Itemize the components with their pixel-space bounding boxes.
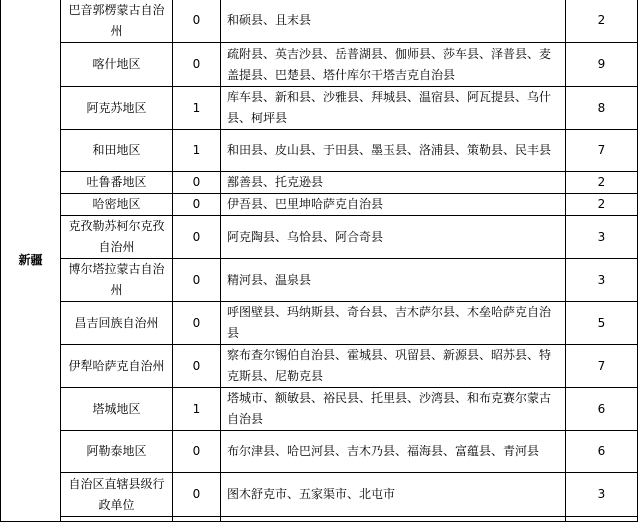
count-cell: 0: [173, 216, 221, 259]
counties-cell: 图木舒克市、五家渠市、北屯市: [221, 473, 566, 517]
counties-cell: 库车县、新和县、沙雅县、拜城县、温宿县、阿瓦提县、乌什县、柯坪县: [221, 87, 566, 130]
region-cell: 喀什地区: [61, 43, 173, 87]
table-row: [1, 43, 638, 87]
counties-cell: 和硕县、且末县: [221, 0, 566, 43]
counties-cell: 布尔津县、哈巴河县、吉木乃县、福海县、富蕴县、青河县: [221, 431, 566, 473]
total-cell: 9: [566, 43, 638, 87]
count-cell: 0: [173, 473, 221, 517]
table-row: [1, 473, 638, 517]
count-cell: 1: [173, 130, 221, 172]
count-cell: 0: [173, 345, 221, 388]
table-row: [1, 259, 638, 302]
total-cell: 7: [566, 130, 638, 172]
total-cell: 6: [566, 431, 638, 473]
region-cell: 塔城地区: [61, 388, 173, 431]
table-row: [1, 302, 638, 345]
total-cell: 5: [566, 302, 638, 345]
total-cell: 6: [566, 388, 638, 431]
region-cell: 昌吉回族自治州: [61, 302, 173, 345]
table-row: [1, 388, 638, 431]
count-cell: 1: [173, 388, 221, 431]
count-cell: 0: [173, 431, 221, 473]
table-row: [1, 431, 638, 473]
counties-cell: 阿克陶县、乌恰县、阿合奇县: [221, 216, 566, 259]
region-cell: 博尔塔拉蒙古自治州: [61, 259, 173, 302]
table-row: [1, 87, 638, 130]
total-cell: 2: [566, 194, 638, 216]
total-cell: 3: [566, 259, 638, 302]
region-cell: 和田地区: [61, 130, 173, 172]
region-cell: 巴音郭楞蒙古自治州: [61, 0, 173, 43]
region-cell: 自治区直辖县级行政单位: [61, 473, 173, 517]
table-row: [1, 0, 638, 43]
counties-cell: 疏附县、英吉沙县、岳普湖县、伽师县、莎车县、泽普县、麦盖提县、巴楚县、塔什库尔干塔吉克自治县: [221, 43, 566, 87]
province-cell: 新疆: [1, 0, 61, 522]
table-row: [1, 345, 638, 388]
region-cell: 阿勒泰地区: [61, 431, 173, 473]
region-cell: 阿克苏地区: [61, 87, 173, 130]
count-cell: 0: [173, 172, 221, 194]
total-cell: 2: [566, 0, 638, 43]
counties-cell: 和田县、皮山县、于田县、墨玉县、洛浦县、策勒县、民丰县: [221, 130, 566, 172]
total-cell: 8: [566, 87, 638, 130]
count-cell: 0: [173, 0, 221, 43]
region-cell: 哈密地区: [61, 194, 173, 216]
count-cell: 0: [173, 43, 221, 87]
count-cell: 0: [173, 259, 221, 302]
region-cell: 克孜勒苏柯尔克孜自治州: [61, 216, 173, 259]
total-cell: 3: [566, 216, 638, 259]
region-cell: 吐鲁番地区: [61, 172, 173, 194]
count-cell: 0: [173, 302, 221, 345]
table-row: [1, 130, 638, 172]
count-cell: 1: [173, 87, 221, 130]
total-cell: 2: [566, 172, 638, 194]
counties-cell: 塔城市、额敏县、裕民县、托里县、沙湾县、和布克赛尔蒙古自治县: [221, 388, 566, 431]
total-cell: 3: [566, 473, 638, 517]
counties-cell: 精河县、温泉县: [221, 259, 566, 302]
table-row: [1, 194, 638, 216]
table-row: [1, 172, 638, 194]
counties-cell: 伊吾县、巴里坤哈萨克自治县: [221, 194, 566, 216]
counties-cell: 呼图壁县、玛纳斯县、奇台县、吉木萨尔县、木垒哈萨克自治县: [221, 302, 566, 345]
counties-cell: 察布查尔锡伯自治县、霍城县、巩留县、新源县、昭苏县、特克斯县、尼勒克县: [221, 345, 566, 388]
total-cell: 7: [566, 345, 638, 388]
counties-cell: 鄯善县、托克逊县: [221, 172, 566, 194]
count-cell: 0: [173, 194, 221, 216]
region-cell: 伊犁哈萨克自治州: [61, 345, 173, 388]
table-row-cut-off: [1, 517, 638, 522]
table-row: [1, 216, 638, 259]
